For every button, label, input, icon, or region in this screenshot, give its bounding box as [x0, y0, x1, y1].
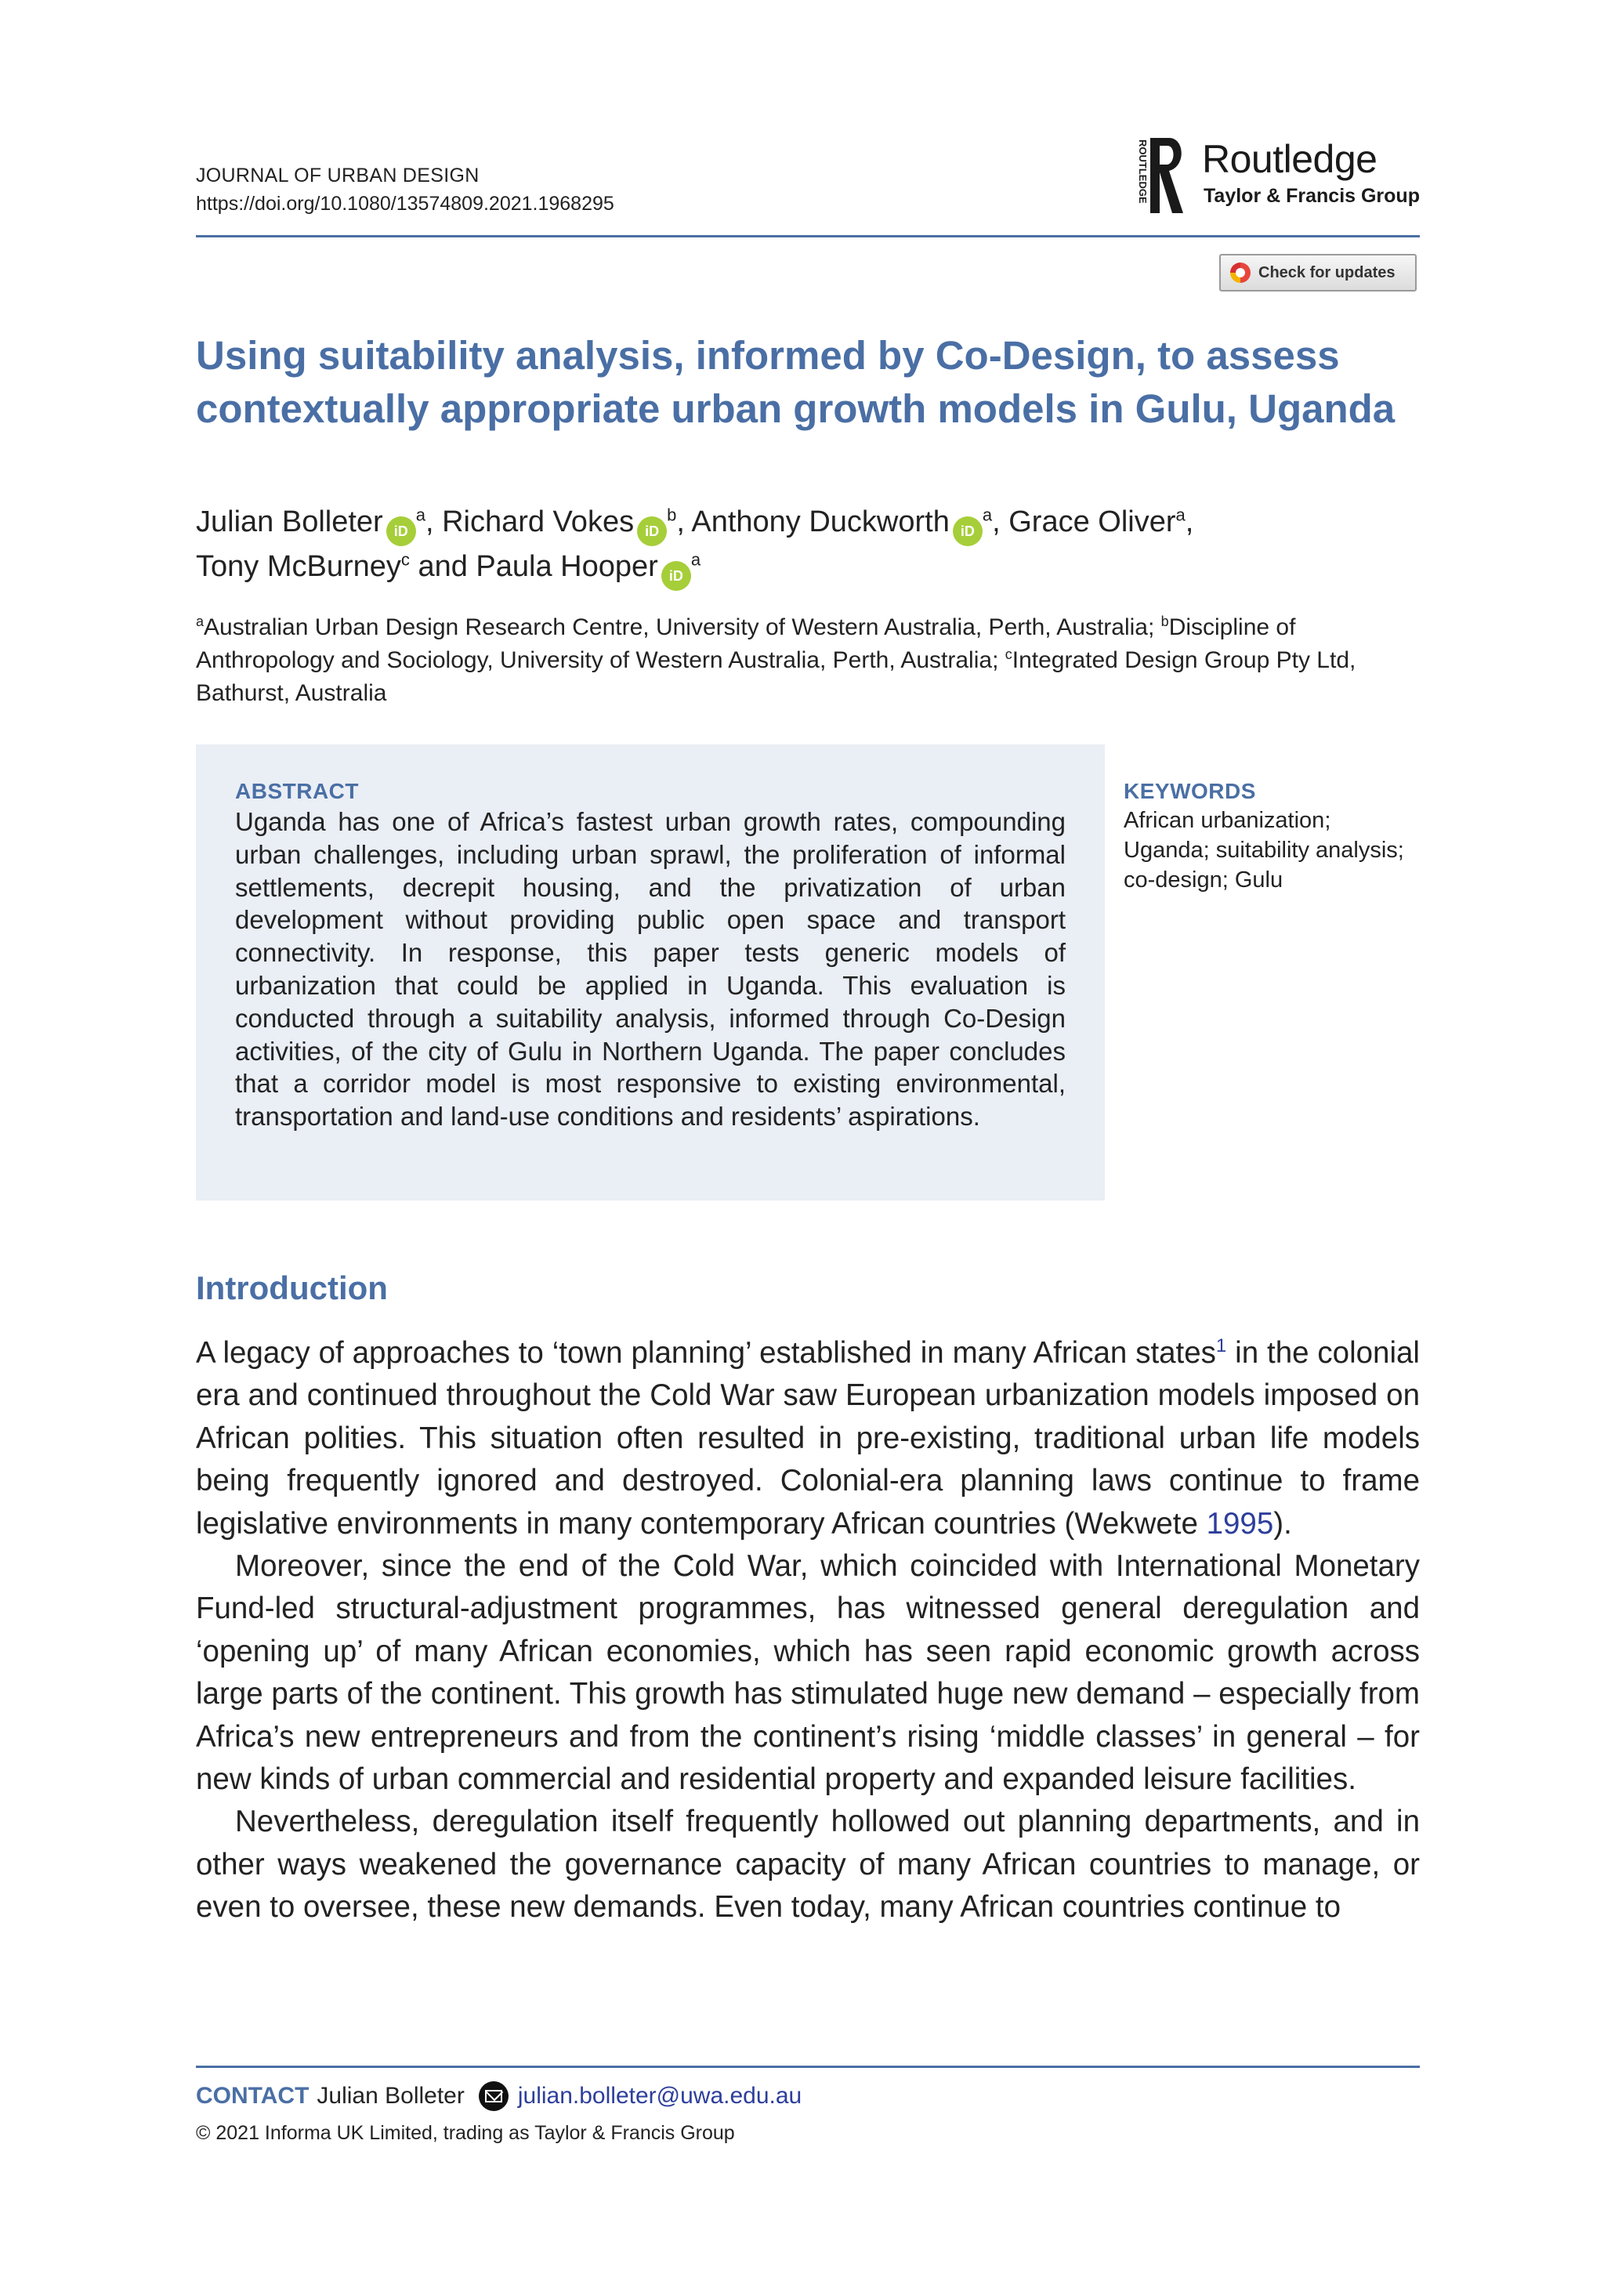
paragraph-text: ).	[1273, 1506, 1292, 1541]
doi-link[interactable]: https://doi.org/10.1080/13574809.2021.1968295	[196, 193, 614, 215]
orcid-icon[interactable]: iD	[637, 516, 667, 546]
affiliation-marker: b	[667, 505, 677, 525]
paragraph-text: A legacy of approaches to ‘town planning’ established in many African states	[196, 1336, 1216, 1370]
email-icon	[479, 2081, 509, 2111]
citation-link[interactable]: 1995	[1206, 1506, 1274, 1541]
orcid-icon[interactable]: iD	[953, 516, 983, 546]
footer-divider	[196, 2066, 1420, 2068]
contact-label: CONTACT	[196, 2083, 310, 2109]
header-divider	[196, 235, 1420, 237]
crossmark-icon	[1230, 263, 1251, 283]
journal-name: JOURNAL OF URBAN DESIGN	[196, 165, 480, 187]
abstract-text: Uganda has one of Africa’s fastest urban growth rates, compounding urban challenges, including urban sprawl, the proliferation of informal settlements, decrepit housing, and the privatization of urban development without providing public open space and transport connectivity. In response, this paper tests generic models of urbanization that could be applied in Uganda. This evaluation is conducted through a suitability analysis, informed through Co-Design activities, of the city of Gulu in Northern Uganda. The paper concludes that a corridor model is most responsive to existing environmental, transportation and land-use conditions and residents’ aspirations.	[235, 807, 1066, 1132]
affiliation-marker: b	[1160, 614, 1169, 629]
paragraph-text: in the colonial era and continued throughout the Cold War saw European urbanization models imposed on African polities. This situation often resulted in pre-existing, traditional urban life models being frequently ignored and destroyed. Colonial-era planning laws continue to frame legislative environments in many contemporary African countries (Wekwete	[196, 1336, 1420, 1541]
author-name[interactable]: Julian Bolleter	[196, 505, 383, 538]
affiliation-marker: c	[400, 549, 410, 570]
author-name[interactable]: Tony McBurney	[196, 550, 401, 583]
author-separator: ,	[425, 505, 443, 538]
contact-email-link[interactable]: julian.bolleter@uwa.edu.au	[517, 2083, 802, 2109]
copyright: © 2021 Informa UK Limited, trading as Taylor & Francis Group	[196, 2122, 735, 2144]
paragraph	[196, 1332, 1420, 1545]
paragraph: Moreover, since the end of the Cold War, which coincided with International Monetary Fund-led structural-adjustment programmes, has witnessed general deregulation and ‘opening up’ of many African economies, which has seen rapid economic growth across large parts of the continent. This growth has stimulated huge new demand – especially from Africa’s new entrepreneurs and from the continent’s rising ‘middle classes’ in general – for new kinds of urban commercial and residential property and expanded leisure facilities.	[196, 1549, 1420, 1797]
author-name[interactable]: Paula Hooper	[476, 550, 658, 583]
footnote-ref[interactable]: 1	[1215, 1335, 1227, 1357]
affiliation-marker: a	[415, 505, 425, 525]
orcid-icon[interactable]: iD	[386, 516, 416, 546]
affiliations	[196, 611, 1420, 710]
body-text	[196, 1332, 1420, 1929]
svg-text:ROUTLEDGE: ROUTLEDGE	[1137, 139, 1149, 204]
author-separator: ,	[1185, 505, 1194, 538]
author-name[interactable]: Richard Vokes	[442, 505, 635, 538]
author-list	[196, 502, 1426, 591]
article-title: Using suitability analysis, informed by Co-Design, to assess contextually appropriate urban growth models in Gulu, Uganda	[196, 333, 1396, 431]
check-for-updates-label: Check for updates	[1258, 263, 1396, 281]
author-separator: ,	[676, 505, 692, 538]
contact-name: Julian Bolleter	[317, 2083, 465, 2109]
paragraph: Nevertheless, deregulation itself frequently hollowed out planning departments, and in other ways weakened the governance capacity of many African countries to manage, or even to oversee, these new demands. Even today, many African countries continue to	[196, 1805, 1420, 1925]
keywords-text: African urbanization; Uganda; suitability analysis; co-design; Gulu	[1124, 808, 1404, 893]
check-for-updates-button[interactable]	[1219, 254, 1417, 292]
abstract-heading: ABSTRACT	[235, 779, 359, 803]
author-name[interactable]: Grace Oliver	[1008, 505, 1176, 538]
author-separator: and	[409, 550, 476, 583]
publisher-group: Taylor & Francis Group	[1204, 185, 1420, 207]
routledge-logo-icon	[1128, 135, 1191, 219]
publisher-logo[interactable]	[1128, 135, 1420, 219]
orcid-icon[interactable]: iD	[661, 561, 691, 591]
publisher-name: Routledge	[1202, 137, 1377, 181]
contact-line	[196, 2081, 802, 2111]
affiliation-text: Discipline of Anthropology and Sociology, University of Western Australia, Perth, Australia;	[196, 614, 1296, 673]
keywords-heading: KEYWORDS	[1124, 779, 1256, 803]
affiliation-text: Australian Urban Design Research Centre, University of Western Australia, Perth, Australia;	[204, 614, 1161, 640]
affiliation-text: Integrated Design Group Pty Ltd, Bathurst, Australia	[196, 647, 1356, 706]
affiliation-marker: a	[690, 549, 701, 570]
author-name[interactable]: Anthony Duckworth	[691, 505, 950, 538]
section-heading-introduction: Introduction	[196, 1269, 388, 1306]
author-separator: ,	[992, 505, 1009, 538]
affiliation-marker: a	[982, 505, 993, 525]
affiliation-marker: a	[196, 614, 205, 629]
affiliation-marker: c	[1005, 646, 1012, 662]
affiliation-marker: a	[1175, 505, 1186, 525]
